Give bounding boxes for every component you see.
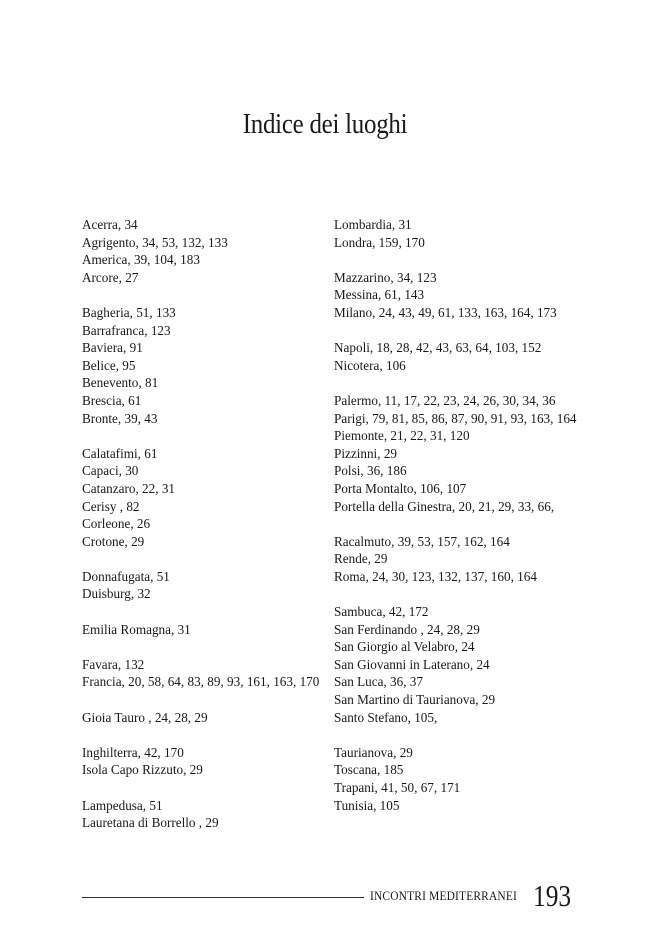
index-entry: Napoli, 18, 28, 42, 43, 63, 64, 103, 152: [334, 340, 542, 356]
index-entry: Agrigento, 34, 53, 132, 133: [82, 234, 228, 250]
index-entry: Porta Montalto, 106, 107: [334, 480, 467, 496]
index-entry: Racalmuto, 39, 53, 157, 162, 164: [334, 533, 510, 549]
index-entry: Belice, 95: [82, 357, 136, 373]
page-number: 193: [533, 878, 572, 913]
index-entry: Pizzinni, 29: [334, 445, 398, 461]
index-letter-group: [334, 744, 579, 814]
index-entry: Toscana, 185: [334, 762, 404, 778]
footer-rule: [82, 897, 364, 898]
index-entry: Baviera, 91: [82, 340, 143, 356]
index-entry: Lauretana di Borrello , 29: [82, 815, 219, 831]
index-letter-group: [82, 304, 322, 427]
index-column-right: [334, 216, 579, 832]
index-entry: Gioia Tauro , 24, 28, 29: [82, 709, 208, 725]
index-letter-group: [334, 533, 579, 586]
index-letter-group: [82, 656, 322, 691]
index-entry: Tunisia, 105: [334, 797, 400, 813]
index-letter-group: [334, 269, 579, 322]
index-letter-group: [82, 797, 322, 832]
index-entry: Palermo, 11, 17, 22, 23, 24, 26, 30, 34, 36: [334, 392, 556, 408]
index-entry: San Giovanni in Laterano, 24: [334, 656, 490, 672]
index-entry: Roma, 24, 30, 123, 132, 137, 160, 164: [334, 568, 537, 584]
index-entry: Duisburg, 32: [82, 586, 151, 602]
index-letter-group: [82, 744, 322, 779]
index-entry: Catanzaro, 22, 31: [82, 480, 176, 496]
index-entry: Piemonte, 21, 22, 31, 120: [334, 428, 470, 444]
index-letter-group: [334, 216, 579, 251]
index-letter-group: [334, 603, 579, 726]
index-letter-group: [82, 621, 322, 639]
index-letter-group: [334, 392, 579, 515]
index-entry: Cerisy , 82: [82, 498, 140, 514]
index-letter-group: [82, 709, 322, 727]
page-title: Indice dei luoghi: [242, 108, 408, 140]
index-entry: Nicotera, 106: [334, 357, 406, 373]
index-entry: Lombardia, 31: [334, 217, 412, 232]
index-entry: Calatafimi, 61: [82, 445, 158, 461]
index-entry: Crotone, 29: [82, 533, 145, 549]
index-entry: Rende, 29: [334, 551, 388, 567]
index-entry: Lampedusa, 51: [82, 797, 163, 813]
footer-publication-label: INCONTRI MEDITERRANEI: [370, 888, 518, 903]
index-entry: Brescia, 61: [82, 392, 142, 408]
index-entry: Isola Capo Rizzuto, 29: [82, 762, 203, 778]
index-letter-group: [334, 339, 579, 374]
index-letter-group: [82, 216, 322, 286]
index-entry: Milano, 24, 43, 49, 61, 133, 163, 164, 173: [334, 304, 557, 320]
index-entry: Polsi, 36, 186: [334, 463, 407, 479]
index-entry: San Martino di Taurianova, 29: [334, 692, 496, 708]
index-letter-group: [82, 445, 322, 551]
index-letter-group: [82, 568, 322, 603]
index-entry: Francia, 20, 58, 64, 83, 89, 93, 161, 163, 170: [82, 674, 320, 690]
index-entry: Inghilterra, 42, 170: [82, 744, 184, 760]
index-entry: Emilia Romagna, 31: [82, 621, 191, 637]
index-entry: Santo Stefano, 105,: [334, 709, 438, 725]
index-entry: Trapani, 41, 50, 67, 171: [334, 780, 461, 795]
index-entry: San Ferdinando , 24, 28, 29: [334, 621, 480, 637]
index-entry: America, 39, 104, 183: [82, 252, 200, 268]
index-entry: Favara, 132: [82, 656, 145, 672]
index-entry: Mazzarino, 34, 123: [334, 269, 437, 285]
index-entry: Capaci, 30: [82, 463, 139, 479]
index-entry: Barrafranca, 123: [82, 322, 171, 338]
index-entry: Acerra, 34: [82, 217, 138, 232]
index-entry: Parigi, 79, 81, 85, 86, 87, 90, 91, 93, 163, 164: [334, 410, 577, 426]
index-entry: Bronte, 39, 43: [82, 410, 158, 426]
index-entry: San Giorgio al Velabro, 24: [334, 639, 475, 655]
index-entry: Benevento, 81: [82, 375, 159, 391]
index-entry: Portella della Ginestra, 20, 21, 29, 33, 66,: [334, 498, 555, 514]
index-column-left: [82, 216, 322, 849]
index-entry: Sambuca, 42, 172: [334, 604, 429, 620]
index-entry: Donnafugata, 51: [82, 568, 170, 584]
index-entry: San Luca, 36, 37: [334, 674, 423, 690]
index-entry: Messina, 61, 143: [334, 287, 425, 303]
index-entry: Arcore, 27: [82, 269, 139, 285]
index-entry: Taurianova, 29: [334, 744, 413, 760]
index-entry: Londra, 159, 170: [334, 234, 425, 250]
index-entry: Bagheria, 51, 133: [82, 304, 176, 320]
index-entry: Corleone, 26: [82, 516, 151, 532]
